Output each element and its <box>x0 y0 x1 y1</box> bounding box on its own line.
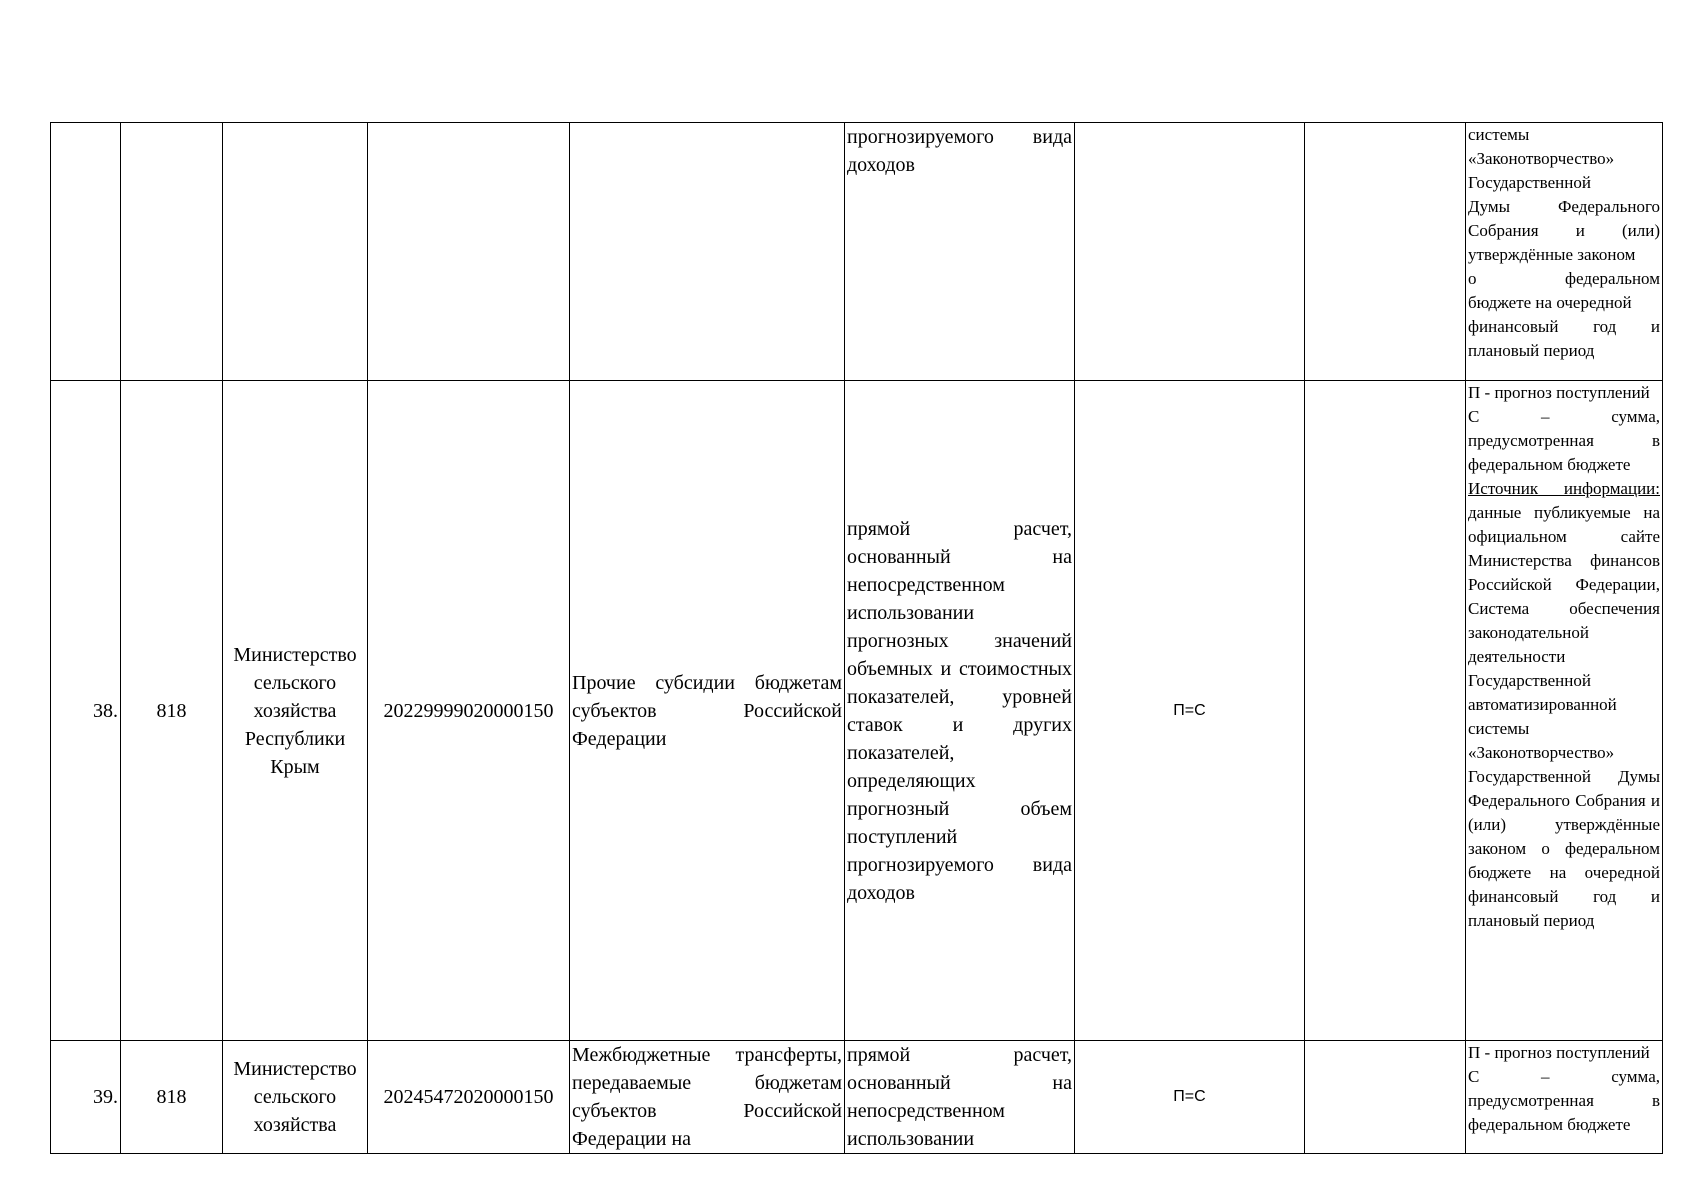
kbk-cell <box>368 123 570 381</box>
source-line: Государственной <box>1468 173 1591 192</box>
source-label: Источник информации: <box>1468 479 1660 498</box>
revenue-forecast-table <box>50 122 1663 1154</box>
source-line: Собрания и (или) <box>1468 221 1660 240</box>
source-cell <box>1466 381 1663 1041</box>
table-row <box>51 1041 1663 1154</box>
admin-code-cell: 818 <box>121 1041 223 1154</box>
sum-definition: С – сумма, предусмотренная в федеральном бюджете <box>1468 407 1660 474</box>
source-cell <box>1466 1041 1663 1154</box>
row-number-cell <box>51 123 121 381</box>
extra-cell <box>1305 1041 1466 1154</box>
row-number-cell: 38. <box>51 381 121 1041</box>
source-line: Думы Федерального <box>1468 197 1660 216</box>
revenue-name-cell <box>570 123 845 381</box>
source-line: бюджете на очередной <box>1468 293 1632 312</box>
source-line: «Законотворчество» <box>1468 149 1615 168</box>
source-line: финансовый год и <box>1468 317 1660 336</box>
extra-cell <box>1305 381 1466 1041</box>
formula-cell: П=С <box>1075 381 1305 1041</box>
ministry-cell: Министерство сельского хозяйства <box>223 1041 368 1154</box>
method-cell: прогнозируемого вида доходов <box>845 123 1075 381</box>
kbk-cell: 20245472020000150 <box>368 1041 570 1154</box>
revenue-name-cell: Межбюджетные трансферты, передаваемые бюджетам субъектов Российской Федерации на <box>570 1041 845 1154</box>
sum-definition: С – сумма, предусмотренная в федеральном бюджете <box>1468 1067 1660 1134</box>
source-cell <box>1466 123 1663 381</box>
formula-cell: П=С <box>1075 1041 1305 1154</box>
admin-code-cell: 818 <box>121 381 223 1041</box>
admin-code-cell <box>121 123 223 381</box>
table-row <box>51 381 1663 1041</box>
table-row <box>51 123 1663 381</box>
kbk-cell: 20229999020000150 <box>368 381 570 1041</box>
method-cell: прямой расчет, основанный на непосредственном использовании прогнозных значений объемных и стоимостных показателей, уровней ставок и других показателей, определяющих прогнозный объем поступлений прогнозируемого вида доходов <box>845 381 1075 1041</box>
ministry-cell: Министерство сельского хозяйства Республики Крым <box>223 381 368 1041</box>
source-line: плановый период <box>1468 341 1595 360</box>
ministry-cell <box>223 123 368 381</box>
source-line: о федеральном <box>1468 269 1660 288</box>
row-number-cell: 39. <box>51 1041 121 1154</box>
revenue-name-cell: Прочие субсидии бюджетам субъектов Российской Федерации <box>570 381 845 1041</box>
extra-cell <box>1305 123 1466 381</box>
source-line: утверждённые законом <box>1468 245 1636 264</box>
method-cell: прямой расчет, основанный на непосредственном использовании <box>845 1041 1075 1154</box>
formula-cell <box>1075 123 1305 381</box>
forecast-definition: П - прогноз поступлений <box>1468 1043 1650 1062</box>
source-text: данные публикуемые на официальном сайте Министерства финансов Российской Федерации, Система обеспечения законодательной деятельности Государственной автоматизированной системы «Законотворчество» Государственной Думы Федерального Собрания и (или) утверждённые законом о федеральном бюджете на очередной финансовый год и плановый период <box>1468 503 1660 930</box>
forecast-definition: П - прогноз поступлений <box>1468 383 1650 402</box>
source-line: системы <box>1468 125 1530 144</box>
